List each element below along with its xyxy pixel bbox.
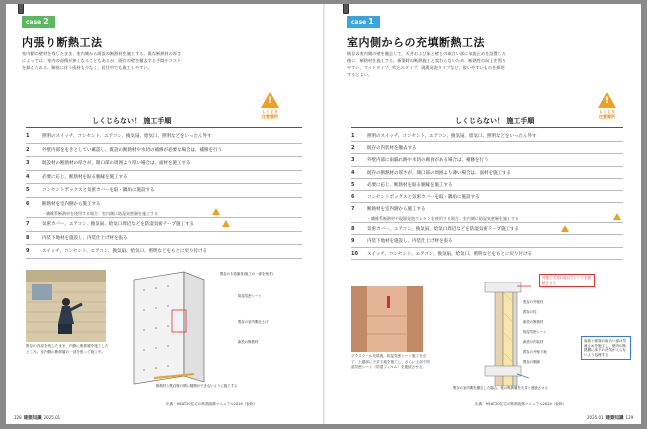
folio: 128 建築知識 2025.01 bbox=[14, 415, 61, 421]
case-tag bbox=[347, 16, 380, 28]
callout-note: 外壁と天井の境目でシートを連続させる bbox=[539, 274, 595, 287]
divider bbox=[351, 127, 623, 128]
diagram-label: 既存の室内側仕上げ bbox=[238, 320, 269, 324]
section-title: しくじらない！ 施工手順 bbox=[92, 117, 172, 125]
diagram-label: 既存の室内側を撤去した場合、壁の断熱層を天井と連続させる bbox=[453, 386, 548, 390]
diagram-label: 既存の外壁材 bbox=[523, 300, 544, 304]
source-note: 出典：HEAT20住宅の断熱改修マニュアル2024（仮称） bbox=[166, 402, 258, 406]
diagram-label: 断熱材と既存壁の間に隙間ができないように施工する bbox=[156, 384, 238, 388]
step-item: 7 断熱材を室内側から施工する ・繊維系断熱材や現場発泡ウレタンを使用する場合：室内側に防湿気密層を施工する bbox=[351, 203, 623, 223]
case-tag-label: case bbox=[26, 19, 42, 26]
page-title: 内張り断熱工法 bbox=[22, 36, 103, 49]
source-note: 出典：HEAT20住宅の断熱改修マニュアル2024（仮称） bbox=[475, 402, 567, 406]
photo-caption: グラスウール充填後。防湿気密シート施工を完了。上端部に天井下地を施工し、さらに上部で防湿気密シート（防湿フィルム）を連続させる。 bbox=[351, 354, 431, 369]
page-title: 室内側からの充填断熱工法 bbox=[347, 36, 485, 49]
step-item: 8 気密カバー、エアコン、換気扇、給気口周辺などを防湿気密テープ施工する bbox=[351, 223, 623, 235]
diagram-label: 既存の柱 bbox=[523, 310, 537, 314]
case-tag-label: case bbox=[351, 19, 367, 26]
step-item: 5 必要に応じ、断熱材を貼る胴縁を施工する bbox=[351, 179, 623, 191]
left-page bbox=[6, 4, 323, 424]
callout-note: 床面と壁面の取合い部は気流止めを施工し、壁内の断熱層に床下の冷気が入らないよう処理する bbox=[581, 336, 631, 360]
warning-triangle-icon: ! bbox=[598, 92, 616, 108]
step-item: 6 断熱材を室内側から施工する ・繊維系断熱材を使用する場合：室内側に防湿気密層を施工する bbox=[26, 198, 302, 218]
right-page bbox=[325, 4, 642, 424]
construction-photo bbox=[26, 270, 106, 342]
case-tag-number: 2 bbox=[43, 17, 49, 26]
diagram-label: 防湿気密シート bbox=[523, 330, 547, 334]
intro-text: 既存の室内側の壁を撤去して、天井および床と壁との取合い部に気流止めを設置した後に、断熱材を施工する。新築時の断熱施工と変わらないため、断熱性の向上を図りやすい。マットタイプ、吹込みタイプ、現場発泡タイプなど、扱いやすいものを採用するとよい。 bbox=[347, 51, 507, 77]
diagram-label: 既存の外壁下地 bbox=[523, 350, 547, 354]
step-item: 2 外壁内部ををきとしてい確認し、既設の断熱材や水切の補修が必要な場合は、補修を行う bbox=[26, 144, 302, 158]
warning-triangle-icon bbox=[561, 225, 569, 232]
wall-section-diagram bbox=[124, 270, 218, 386]
folio: 2025.01 建築知識 129 bbox=[587, 415, 634, 421]
warning-triangle-icon bbox=[613, 213, 621, 220]
case-tag-number: 1 bbox=[368, 17, 374, 26]
step-item: 5 コンセントボックスと気密カバーを取・隅角に施設する bbox=[26, 184, 302, 198]
divider bbox=[26, 127, 302, 128]
step-item: 7 気密カバー、エアコン、換気扇、給気口周辺などを防湿気密テープ施工する bbox=[26, 218, 302, 232]
step-item: 10 スイッチ、コンセント、エアコン、換気扇、給気口、照明などをもとに戻り付ける bbox=[351, 248, 623, 260]
magazine-spread bbox=[6, 4, 641, 424]
case-tag bbox=[22, 16, 55, 28]
warning-label: しくじり 注意箇所 bbox=[599, 109, 615, 119]
section-title: しくじらない！ 施工手順 bbox=[455, 117, 535, 125]
warning-triangle-icon bbox=[212, 208, 220, 215]
diagram-label: 新設の内装材 bbox=[523, 340, 544, 344]
step-item: 3 外壁内部に雨漏れ跡や水切の腐食がある場合は、補修を行う bbox=[351, 154, 623, 166]
step-item: 1 照明のスイッチ、コンセント、エアコン、換気扇、給気口、照明などをいったん外す bbox=[26, 130, 302, 144]
step-list bbox=[351, 130, 623, 260]
warning-triangle-icon bbox=[222, 220, 230, 227]
step-item: 3 既設材の断熱材の厚さが、開口部の周囲より厚い場合は、面材を施工する bbox=[26, 157, 302, 171]
warning-badge bbox=[256, 92, 284, 119]
step-item: 9 内装下地材を施設し、内装仕上げ材を張る bbox=[351, 235, 623, 247]
diagram-label: 新設の断熱材 bbox=[523, 320, 544, 324]
warning-label: しくじり 注意箇所 bbox=[262, 109, 278, 119]
step-list bbox=[26, 130, 302, 259]
photo-caption: 既存の内部を残したまま、内側に断熱層を施工したところ。室内側の断熱層の一部を張って施工中。 bbox=[26, 344, 109, 354]
step-item: 1 照明のスイッチ、コンセント、エアコン、換気扇、給気口、照明などをいったん外す bbox=[351, 130, 623, 142]
warning-badge bbox=[593, 92, 621, 119]
diagram-label: 既存の胴縁 bbox=[523, 360, 540, 364]
step-item: 8 内装下地材を施設し、内装仕上げ材を張る bbox=[26, 232, 302, 246]
binder-clip-icon bbox=[18, 4, 24, 14]
binder-clip-icon bbox=[343, 4, 349, 14]
construction-photo bbox=[351, 286, 423, 352]
diagram-label: 防湿気密シート bbox=[238, 294, 262, 298]
diagram-label: 新設の断熱材 bbox=[238, 340, 259, 344]
step-item: 6 コンセントボックスと気密カバーを取・隅角に施設する bbox=[351, 191, 623, 203]
step-item: 4 必要に応じ、断熱材を貼る胴縁を施工する bbox=[26, 171, 302, 185]
step-item: 4 既存の断熱材の厚さが、開口部の周囲より薄い場合は、面材を施工する bbox=[351, 167, 623, 179]
diagram-label: 既存の木造躯体(施工の一部を残す) bbox=[220, 272, 274, 276]
warning-triangle-icon: ! bbox=[261, 92, 279, 108]
intro-text: 室内側の壁材を残したまま、室内側から既設の断熱材を施工する。既存断熱材の厚さによっては、室内の面積が狭くなることもあるが、既存の壁を撤去する手間やコストを抑えられる。解体に伴う廃材も少なく、居住中でも施工しやすい。 bbox=[22, 51, 182, 70]
step-item: 9 スイッチ、コンセント、エアコン、換気扇、給気口、照明などをもとに戻り付ける bbox=[26, 245, 302, 259]
step-item: 2 既存の内装材を撤去する bbox=[351, 142, 623, 154]
